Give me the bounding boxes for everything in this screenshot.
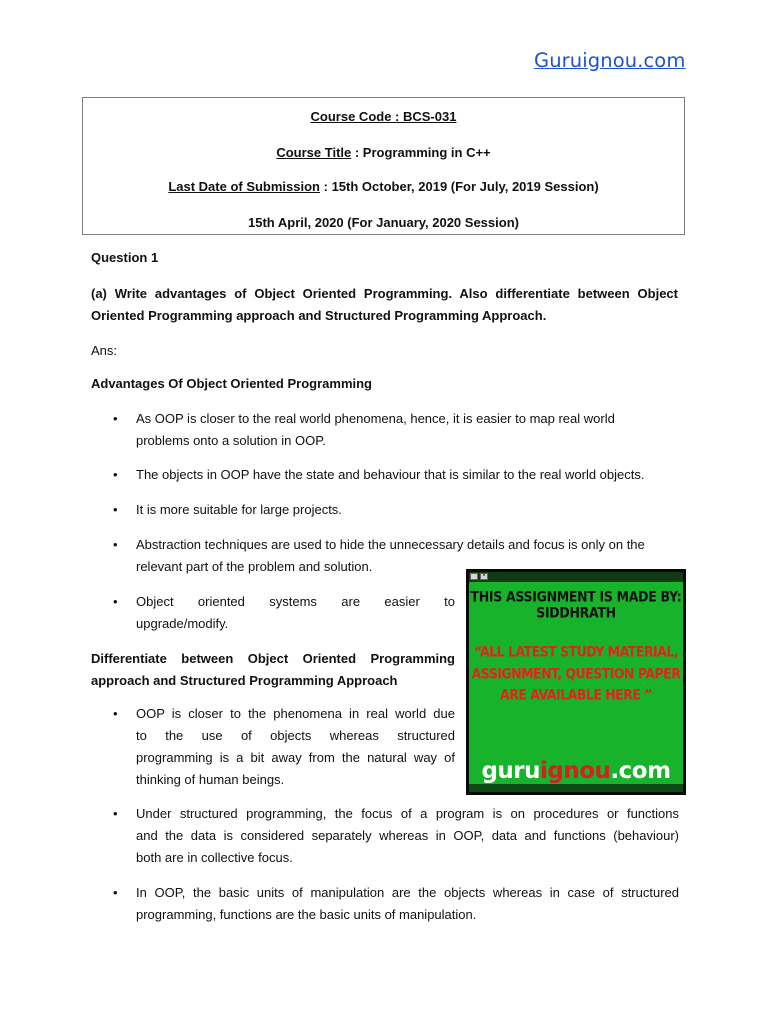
course-info-box xyxy=(82,97,685,235)
bullet-icon: • xyxy=(113,537,118,552)
difference-item: OOP is closer to the phenomena in real world due to the use of objects whereas structured programming is a bit away from the natural way of thinking of human beings. xyxy=(136,706,455,787)
submission-date: Last Date of Submission : 15th October, 2019 (For July, 2019 Session) xyxy=(168,179,599,194)
question-heading: Question 1 xyxy=(91,250,159,265)
difference-item: In OOP, the basic units of manipulation are the objects whereas in case of structured programming, functions are the basic units of manipulation. xyxy=(136,885,679,922)
bullet-icon: • xyxy=(113,806,118,821)
guruignou-logo: guruignou.com xyxy=(481,758,671,784)
close-icon: × xyxy=(480,573,488,580)
bullet-icon: • xyxy=(113,411,118,426)
bullet-icon: • xyxy=(113,467,118,482)
advantage-item: Object oriented systems are easier to upgrade/modify. xyxy=(136,594,455,631)
bullet-icon: • xyxy=(113,594,118,609)
site-link[interactable]: Guruignou.com xyxy=(534,49,686,72)
advantage-item: As OOP is closer to the real world phenomena, hence, it is easier to map real world problems onto a solution in OOP. xyxy=(136,411,615,448)
advantage-item: It is more suitable for large projects. xyxy=(136,502,342,517)
promo-author: SIDDHRATH xyxy=(536,604,616,621)
bullet-icon: • xyxy=(113,706,118,721)
bullet-icon: • xyxy=(113,502,118,517)
promo-banner-image xyxy=(466,569,686,795)
minimize-icon xyxy=(470,573,478,580)
bullet-icon: • xyxy=(113,885,118,900)
promo-tagline-3: ARE AVAILABLE HERE ” xyxy=(500,685,652,704)
promo-tagline-2: ASSIGNMENT, QUESTION PAPER xyxy=(471,664,681,683)
difference-item: Under structured programming, the focus of a program is on procedures or functions and the data is considered separately whereas in OOP, data and functions (behaviour) both are in collective focus. xyxy=(136,806,679,865)
course-code: Course Code : BCS-031 xyxy=(310,109,457,124)
promo-tagline-1: “ALL LATEST STUDY MATERIAL, xyxy=(473,642,679,661)
course-title: Course Title : Programming in C++ xyxy=(276,145,491,160)
promo-titlebar xyxy=(469,572,683,582)
advantage-item: The objects in OOP have the state and behaviour that is similar to the real world objects. xyxy=(136,467,645,482)
promo-made-by: THIS ASSIGNMENT IS MADE BY: xyxy=(470,588,682,605)
promo-bottom-bar xyxy=(469,784,683,792)
ans-label: Ans: xyxy=(91,343,118,358)
differentiate-heading: Differentiate between Object Oriented Programming approach and Structured Programming Approach xyxy=(91,651,455,688)
advantages-heading: Advantages Of Object Oriented Programming xyxy=(91,376,372,391)
advantage-item: Abstraction techniques are used to hide the unnecessary details and focus is only on the relevant part of the problem and solution. xyxy=(136,537,645,574)
submission-date-2: 15th April, 2020 (For January, 2020 Session) xyxy=(248,215,519,230)
question-text: (a) Write advantages of Object Oriented Programming. Also differentiate between Object Oriented Programming approach and Structured Programming Approach. xyxy=(91,286,678,323)
